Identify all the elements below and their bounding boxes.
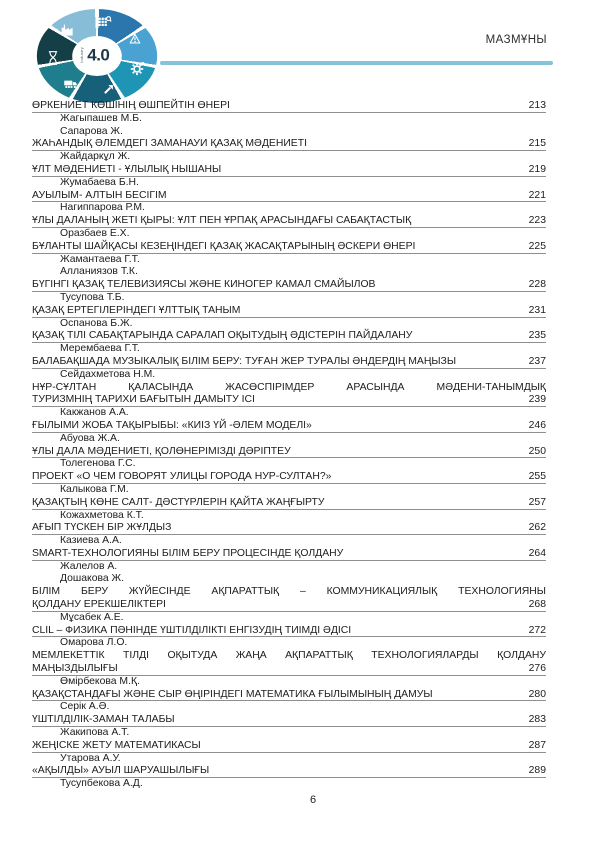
entry-page-number: 225 — [528, 240, 546, 252]
grid-search-icon — [98, 16, 112, 29]
entry-title: ТУРИЗМНІҢ ТАРИХИ БАҒЫТЫН ДАМЫТУ ІСІ — [32, 394, 255, 406]
entry-page-number: 283 — [528, 714, 546, 726]
entry-author: Серік А.Ә. — [60, 701, 110, 713]
entry-author: Нагиппарова Р.М. — [60, 202, 145, 214]
entry-author: Өмірбекова М.Қ. — [60, 675, 140, 687]
entry-author: Оразбаев Е.Х. — [60, 227, 130, 239]
expand-arrow-icon — [103, 83, 116, 96]
entry-page-number: 215 — [528, 138, 546, 150]
entry-title-row — [32, 548, 546, 561]
entry-title: АУЫЛЫМ- АЛТЫН БЕСІГІМ — [32, 189, 167, 201]
entry-title: «АҚЫЛДЫ» АУЫЛ ШАРУАШЫЛЫҒЫ — [32, 765, 210, 777]
entry-title-row — [32, 497, 546, 510]
entry-author: Жакипова А.Т. — [60, 727, 130, 739]
header-divider-line — [160, 61, 553, 65]
entry-page-number: 250 — [528, 445, 546, 457]
entry-title: ҮШТІЛДІЛІК-ЗАМАН ТАЛАБЫ — [32, 714, 175, 726]
truck-icon — [64, 78, 79, 90]
entry-page-number: 262 — [528, 522, 546, 534]
entry-author: Тусупбекова А.Д. — [60, 778, 143, 790]
entry-page-number: 221 — [528, 189, 546, 201]
entry-title-row — [32, 305, 546, 318]
entry-title: ҰЛТ МӘДЕНИЕТІ - ҰЛЫЛЫҚ НЫШАНЫ — [32, 163, 222, 175]
entry-title: ҚАЗАҚТЫҢ КӨНЕ САЛТ- ДӘСТҮРЛЕРІН ҚАЙТА ЖАҢҒЫРТУ — [32, 496, 325, 508]
entry-author: Жайдаркұл Ж. — [60, 151, 131, 163]
entry-title-row — [32, 164, 546, 177]
entry-page-number: 257 — [528, 496, 546, 508]
entry-title-line: НҰР-СҰЛТАН ҚАЛАСЫНДА ЖАСӨСПІРІМДЕР АРАСЫНДА МӘДЕНИ-ТАНЫМДЫҚ — [32, 381, 546, 393]
entry-title: ҒЫЛЫМИ ЖОБА ТАҚЫРЫБЫ: «КИІЗ ҮЙ -ӘЛЕМ МОДЕЛІ» — [32, 419, 312, 431]
entry-author: Какжанов А.А. — [60, 407, 129, 419]
entry-title-row — [32, 522, 546, 535]
entry-page-number: 287 — [528, 739, 546, 751]
entry-author: Сейдахметова Н.М. — [60, 368, 156, 380]
entry-title-row — [32, 689, 546, 702]
entry-author: Толегенова Г.С. — [60, 458, 136, 470]
entry-title-row — [32, 356, 546, 369]
contents-title: МАЗМҰНЫ — [485, 34, 547, 46]
entry-title: АҒЫП ТҮСКЕН БІР ЖҰЛДЫЗ — [32, 522, 172, 534]
entry-title: ӨРКЕНИЕТ КӨШІНІҢ ӨШПЕЙТІН ӨНЕРІ — [32, 100, 230, 111]
entry-title-row — [32, 190, 546, 203]
entry-page-number: 237 — [528, 355, 546, 367]
entry-title: ҚАЗАҚ ЕРТЕГІЛЕРІНДЕГІ ҰЛТТЫҚ ТАНЫМ — [32, 304, 241, 316]
entry-title-row — [32, 279, 546, 292]
entry-title-row — [32, 625, 546, 638]
factory-icon — [61, 24, 76, 37]
entry-author: Мерембаева Г.Т. — [60, 343, 140, 355]
entry-author: Тусупова Т.Б. — [60, 291, 125, 303]
entry-title-row — [32, 471, 546, 484]
entry-page-number: 213 — [528, 100, 546, 111]
entry-title: SMART-ТЕХНОЛОГИЯНЫ БІЛІМ БЕРУ ПРОЦЕСІНДЕ ҚОЛДАНУ — [32, 547, 344, 559]
warning-icon — [129, 33, 142, 45]
entry-title-row — [32, 740, 546, 753]
entry-author: Абуова Ж.А. — [60, 432, 120, 444]
entry-author: Утарова А.У. — [60, 752, 121, 764]
entry-author: Сапарова Ж. — [60, 125, 123, 137]
entry-author: Казиева А.А. — [60, 535, 122, 547]
entry-title-row — [32, 599, 546, 612]
logo-industry-label: Industry — [79, 47, 84, 63]
entry-author: Алланиязов Т.К. — [60, 266, 138, 278]
entry-page-number: 239 — [528, 394, 546, 406]
entry-title-row — [32, 241, 546, 254]
entry-title: БҮГІНГІ ҚАЗАҚ ТЕЛЕВИЗИЯСЫ ЖӘНЕ КИНОГЕР КАМАЛ СМАЙЫЛОВ — [32, 279, 376, 291]
entry-author: Жамантаева Г.Т. — [60, 253, 140, 265]
entry-author: Омарова Л.О. — [60, 637, 128, 649]
entry-author: Жагыпашев М.Б. — [60, 112, 142, 124]
entry-author: Кожахметова К.Т. — [60, 509, 144, 521]
page-number: 6 — [309, 794, 317, 806]
toc-list — [32, 100, 546, 791]
entry-title: ЖАҺАНДЫҚ ӘЛЕМДЕГІ ЗАМАНАУИ ҚАЗАҚ МӘДЕНИЕТІ — [32, 138, 307, 150]
entry-title: ҰЛЫ ДАЛА МӘДЕНИЕТІ, ҚОЛӨНЕРІМІЗДІ ДӘРІПТЕУ — [32, 445, 291, 457]
entry-title: ЖЕҢІСКЕ ЖЕТУ МАТЕМАТИКАСЫ — [32, 739, 201, 751]
entry-page-number: 235 — [528, 330, 546, 342]
entry-author: Калыкова Г.М. — [60, 483, 129, 495]
entry-title-row — [32, 446, 546, 459]
entry-author: Жумабаева Б.Н. — [60, 176, 139, 188]
entry-page-number: 255 — [528, 471, 546, 483]
entry-page-number: 268 — [528, 599, 546, 611]
entry-page-number: 223 — [528, 215, 546, 227]
entry-title-line: БІЛІМ БЕРУ ЖҮЙЕСІНДЕ АҚПАРАТТЫҚ – КОММУНИКАЦИЯЛЫҚ ТЕХНОЛОГИЯНЫ — [32, 586, 546, 598]
entry-title-line: МЕМЛЕКЕТТІК ТІЛДІ ОҚЫТУДА ЖАҢА АҚПАРАТТЫҚ ТЕХНОЛОГИЯЛАРДЫ ҚОЛДАНУ — [32, 650, 546, 662]
entry-author: Мұсабек А.Е. — [60, 611, 124, 623]
entry-author: Оспанова Б.Ж. — [60, 317, 133, 329]
entry-page-number: 264 — [528, 547, 546, 559]
entry-page-number: 289 — [528, 765, 546, 777]
industry-4-0-logo — [36, 8, 158, 104]
entry-title-row — [32, 330, 546, 343]
gear-icon — [130, 62, 144, 76]
entry-title-row — [32, 215, 546, 228]
entry-page-number: 246 — [528, 419, 546, 431]
entry-title-row — [32, 714, 546, 727]
entry-title: МАҢЫЗДЫЛЫҒЫ — [32, 663, 118, 675]
entry-title-row — [32, 765, 546, 778]
entry-page-number: 276 — [528, 663, 546, 675]
entry-title-row — [32, 138, 546, 151]
hourglass-icon — [46, 51, 60, 66]
entry-page-number: 231 — [528, 304, 546, 316]
entry-title: ҚОЛДАНУ ЕРЕКШЕЛІКТЕРІ — [32, 599, 166, 611]
entry-page-number: 219 — [528, 163, 546, 175]
entry-title-row — [32, 100, 546, 113]
entry-title: ПРОЕКТ «О ЧЕМ ГОВОРЯТ УЛИЦЫ ГОРОДА НУР-СУЛТАН?» — [32, 471, 332, 483]
entry-title: ҚАЗАҚСТАНДАҒЫ ЖӘНЕ СЫР ӨҢІРІНДЕГІ МАТЕМАТИКА ҒЫЛЫМЫНЫҢ ДАМУЫ — [32, 688, 433, 700]
entry-title-row — [32, 663, 546, 676]
entry-title: ҰЛЫ ДАЛАНЫҢ ЖЕТІ ҚЫРЫ: ҰЛТ ПЕН ҰРПАҚ АРАСЫНДАҒЫ САБАҚТАСТЫҚ — [32, 215, 412, 227]
entry-page-number: 228 — [528, 279, 546, 291]
entry-title: БҰЛАНТЫ ШАЙҚАСЫ КЕЗЕҢІНДЕГІ ҚАЗАҚ ЖАСАҚТАРЫНЫҢ ӘСКЕРИ ӨНЕРІ — [32, 240, 416, 252]
entry-page-number: 272 — [528, 624, 546, 636]
logo-4-0-text: 4.0 — [87, 45, 110, 65]
entry-title: БАЛАБАҚШАДА МУЗЫКАЛЫҚ БІЛІМ БЕРУ: ТУҒАН ЖЕР ТУРАЛЫ ӘНДЕРДІҢ МАҢЫЗЫ — [32, 355, 457, 367]
entry-title: ҚАЗАҚ ТІЛІ САБАҚТАРЫНДА САРАЛАП ОҚЫТУДЫҢ ӘДІСТЕРІН ПАЙДАЛАНУ — [32, 330, 413, 342]
entry-title-row — [32, 420, 546, 433]
entry-author: Дошакова Ж. — [60, 573, 125, 585]
entry-page-number: 280 — [528, 688, 546, 700]
entry-author: Жалелов А. — [60, 560, 118, 572]
entry-title: CLIL – ФИЗИКА ПӘНІНДЕ ҮШТІЛДІЛІКТІ ЕНГІЗУДІҢ ТИІМДІ ӘДІСІ — [32, 624, 352, 636]
entry-title-row — [32, 394, 546, 407]
